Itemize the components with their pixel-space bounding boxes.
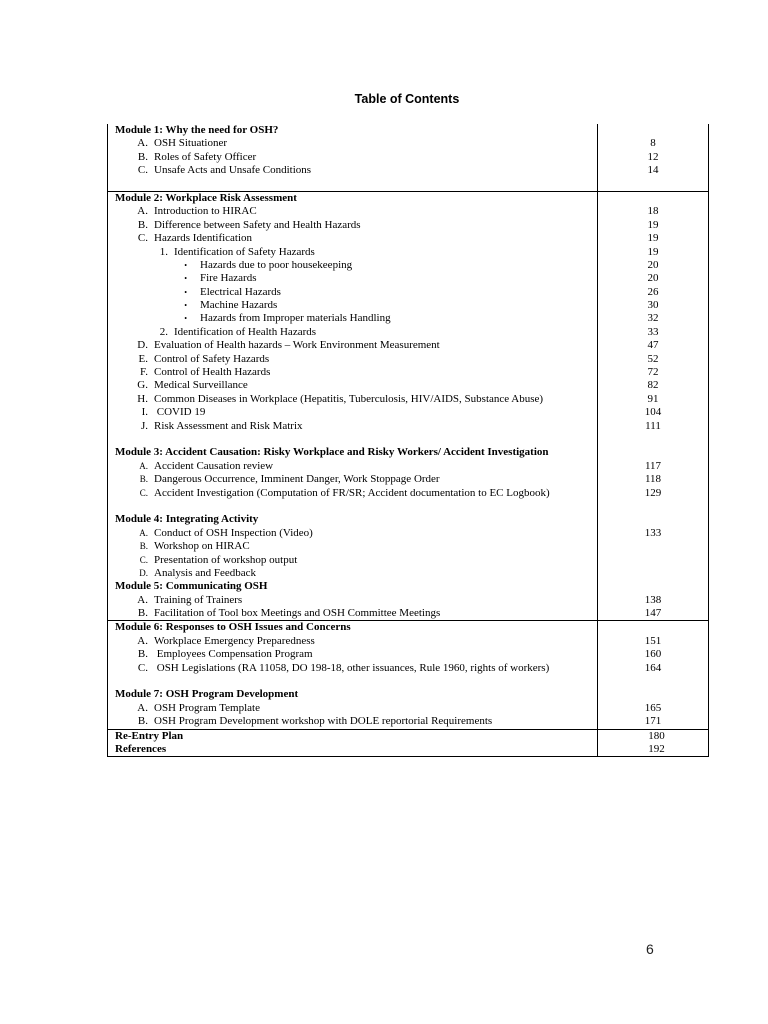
toc-page-number: 160 xyxy=(644,648,662,661)
toc-label: OSH Legislations (RA 11058, DO 198-18, other issuances, Rule 1960, rights of workers) xyxy=(154,661,550,674)
toc-page-number: 192 xyxy=(648,742,665,755)
toc-entry-row xyxy=(108,420,708,433)
toc-module-row xyxy=(108,192,708,205)
toc-module-row xyxy=(108,124,708,137)
toc-entry-text: Module 6: Responses to OSH Issues and Concerns xyxy=(115,621,351,634)
toc-label: Identification of Safety Hazards xyxy=(174,245,315,258)
bullet-icon: • xyxy=(184,287,187,297)
toc-entry-text xyxy=(108,635,598,648)
toc-entry-row xyxy=(108,299,708,312)
toc-label: Hazards due to poor housekeeping xyxy=(200,258,353,271)
toc-entry-row xyxy=(108,473,708,486)
toc-entry-row xyxy=(108,487,708,500)
toc-entry-text xyxy=(108,286,598,299)
toc-entry-row xyxy=(108,540,708,553)
toc-entry-row xyxy=(108,406,708,419)
toc-page-number: 133 xyxy=(644,526,662,539)
toc-entry-row xyxy=(108,393,708,406)
bullet-icon: • xyxy=(184,260,187,270)
toc-entry-text xyxy=(108,487,598,500)
toc-entry-text xyxy=(108,406,598,419)
toc-label: Difference between Safety and Health Hazards xyxy=(154,218,361,231)
toc-entry-text: References xyxy=(115,742,167,755)
toc-entry-text xyxy=(108,272,598,285)
toc-entry-row xyxy=(108,312,708,325)
toc-entry-text xyxy=(108,540,598,553)
toc-entry-row xyxy=(108,232,708,245)
toc-entry-text xyxy=(108,339,598,352)
toc-section xyxy=(108,620,708,728)
toc-module-row xyxy=(108,513,708,526)
toc-entry-row xyxy=(108,594,708,607)
toc-marker: B. xyxy=(137,150,148,163)
toc-entry-text xyxy=(108,246,598,259)
toc-entry-row xyxy=(108,635,708,648)
toc-label: Roles of Safety Officer xyxy=(154,150,257,163)
toc-section xyxy=(108,124,708,191)
toc-page-number: 19 xyxy=(647,232,659,245)
toc-entry-row xyxy=(108,607,708,620)
toc-label: Electrical Hazards xyxy=(200,285,281,298)
toc-marker: C. xyxy=(137,661,148,674)
toc-marker: D. xyxy=(139,567,148,578)
toc-label: Unsafe Acts and Unsafe Conditions xyxy=(154,164,312,177)
toc-entry-row xyxy=(108,648,708,661)
toc-entry-text xyxy=(108,460,598,473)
toc-entry-row xyxy=(108,527,708,540)
bullet-icon: • xyxy=(184,274,187,284)
toc-marker: J. xyxy=(140,419,148,432)
toc-label: OSH Program Development workshop with DOLE reportorial Requirements xyxy=(154,715,493,728)
toc-entry-row xyxy=(108,246,708,259)
toc-spacer xyxy=(108,500,708,513)
toc-spacer xyxy=(108,675,708,688)
toc-marker: A. xyxy=(137,593,148,606)
toc-entry-text xyxy=(108,326,598,339)
toc-marker: B. xyxy=(139,541,148,552)
toc-marker: 2. xyxy=(159,325,168,338)
toc-page-number: 19 xyxy=(647,245,659,258)
toc-entry-text xyxy=(108,219,598,232)
toc-entry-text xyxy=(108,379,598,392)
toc-entry-row xyxy=(108,272,708,285)
toc-marker: D. xyxy=(137,339,148,352)
toc-label: Evaluation of Health hazards – Work Environment Measurement xyxy=(154,339,440,352)
toc-entry-row xyxy=(108,137,708,150)
toc-entry-text xyxy=(108,137,598,150)
toc-entry-row xyxy=(108,715,708,728)
toc-entry-row xyxy=(108,702,708,715)
toc-marker: A. xyxy=(137,205,148,218)
toc-marker: A. xyxy=(137,634,148,647)
toc-page-number: 14 xyxy=(647,164,659,177)
toc-table xyxy=(107,124,709,757)
toc-entry-row xyxy=(108,151,708,164)
toc-marker: B. xyxy=(137,218,148,231)
toc-label: Risk Assessment and Risk Matrix xyxy=(154,419,303,432)
toc-page-number: 91 xyxy=(647,392,659,405)
toc-page-number: 30 xyxy=(647,299,659,312)
toc-label: OSH Situationer xyxy=(154,137,228,150)
toc-label: Identification of Health Hazards xyxy=(174,325,317,338)
toc-label: Workshop on HIRAC xyxy=(154,540,250,553)
toc-module-row xyxy=(108,730,708,743)
toc-module-row xyxy=(108,743,708,756)
toc-entry-text xyxy=(108,299,598,312)
toc-marker: B. xyxy=(139,474,148,485)
toc-page-number: 47 xyxy=(647,339,659,352)
toc-module-row xyxy=(108,446,708,459)
toc-entry-text xyxy=(108,473,598,486)
toc-marker: A. xyxy=(139,460,148,471)
toc-page-number: 52 xyxy=(647,352,659,365)
toc-entry-text xyxy=(108,259,598,272)
toc-label: Accident Investigation (Computation of FR/SR; Accident documentation to EC Logbook) xyxy=(154,486,550,499)
toc-page-number: 111 xyxy=(645,419,661,432)
toc-entry-text xyxy=(108,715,598,728)
toc-marker: F. xyxy=(140,366,148,379)
toc-marker: A. xyxy=(137,701,148,714)
toc-label: Hazards Identification xyxy=(154,232,253,245)
toc-entry-text: Re-Entry Plan xyxy=(115,729,184,742)
toc-page-number: 151 xyxy=(644,634,662,647)
toc-label: Hazards from Improper materials Handling xyxy=(200,312,391,325)
toc-page-number: 138 xyxy=(644,593,662,606)
toc-page-number: 18 xyxy=(647,205,659,218)
toc-label: Common Diseases in Workplace (Hepatitis, Tuberculosis, HIV/AIDS, Substance Abuse) xyxy=(154,392,544,405)
toc-label: Accident Causation review xyxy=(154,459,274,472)
toc-entry-text xyxy=(108,205,598,218)
toc-entry-text: Module 4: Integrating Activity xyxy=(115,513,259,526)
toc-marker: 1. xyxy=(159,245,168,258)
toc-section xyxy=(108,191,708,621)
toc-entry-text: Module 1: Why the need for OSH? xyxy=(115,124,279,136)
toc-entry-row xyxy=(108,219,708,232)
toc-entry-text xyxy=(108,607,598,620)
toc-page-number: 165 xyxy=(644,701,662,714)
page-number: 6 xyxy=(646,941,654,957)
toc-label: Dangerous Occurrence, Imminent Danger, Work Stoppage Order xyxy=(154,473,440,486)
toc-page-number: 19 xyxy=(647,218,659,231)
toc-label: Introduction to HIRAC xyxy=(154,205,257,218)
toc-section xyxy=(108,729,708,757)
toc-marker: C. xyxy=(139,554,148,565)
toc-entry-row xyxy=(108,379,708,392)
toc-page-number: 117 xyxy=(644,459,662,472)
toc-entry-text xyxy=(108,232,598,245)
toc-label: Analysis and Feedback xyxy=(154,566,257,579)
toc-entry-text xyxy=(108,702,598,715)
toc-entry-text xyxy=(108,594,598,607)
toc-entry-row xyxy=(108,460,708,473)
toc-label: OSH Program Template xyxy=(154,701,260,714)
toc-entry-text xyxy=(108,366,598,379)
toc-entry-row xyxy=(108,326,708,339)
toc-spacer xyxy=(108,178,708,191)
toc-entry-row xyxy=(108,205,708,218)
toc-marker: B. xyxy=(137,715,148,728)
toc-page-number: 20 xyxy=(647,272,659,285)
toc-entry-text: Module 3: Accident Causation: Risky Workplace and Risky Workers/ Accident Investigation xyxy=(115,446,549,459)
toc-page-number: 180 xyxy=(648,729,665,742)
toc-page-number: 26 xyxy=(647,285,659,298)
toc-entry-text: Module 7: OSH Program Development xyxy=(115,688,299,701)
toc-page-number: 32 xyxy=(647,312,659,325)
toc-marker: B. xyxy=(137,607,148,620)
toc-marker: I. xyxy=(141,406,148,419)
toc-label: Employees Compensation Program xyxy=(154,648,313,661)
toc-label: Presentation of workshop output xyxy=(154,553,298,566)
toc-page-number: 8 xyxy=(650,137,656,150)
toc-label: Machine Hazards xyxy=(200,299,278,312)
toc-label: Control of Safety Hazards xyxy=(154,352,270,365)
toc-page-number: 20 xyxy=(647,258,659,271)
bullet-icon: • xyxy=(184,301,187,311)
toc-spacer xyxy=(108,433,708,446)
toc-module-row xyxy=(108,688,708,701)
toc-entry-row xyxy=(108,366,708,379)
toc-entry-row xyxy=(108,353,708,366)
toc-marker: C. xyxy=(137,164,148,177)
page-title: Table of Contents xyxy=(354,92,460,106)
toc-marker: C. xyxy=(137,232,148,245)
toc-page-number: 171 xyxy=(644,715,662,728)
toc-page-number: 104 xyxy=(644,406,662,419)
toc-entry-text: Module 5: Communicating OSH xyxy=(115,580,268,593)
toc-entry-text xyxy=(108,164,598,177)
toc-entry-row xyxy=(108,554,708,567)
toc-module-row xyxy=(108,621,708,634)
toc-marker: E. xyxy=(138,352,148,365)
toc-entry-text xyxy=(108,648,598,661)
toc-entry-row xyxy=(108,164,708,177)
toc-label: Workplace Emergency Preparedness xyxy=(154,634,315,647)
toc-marker: B. xyxy=(137,648,148,661)
bullet-icon: • xyxy=(184,314,187,324)
toc-page-number: 72 xyxy=(647,366,659,379)
toc-label: Conduct of OSH Inspection (Video) xyxy=(154,526,313,539)
toc-entry-text xyxy=(108,567,598,580)
toc-entry-row xyxy=(108,662,708,675)
toc-marker: A. xyxy=(137,137,148,150)
toc-label: Facilitation of Tool box Meetings and OSH Committee Meetings xyxy=(154,607,441,620)
toc-label: Fire Hazards xyxy=(200,272,257,285)
toc-module-row xyxy=(108,580,708,593)
toc-entry-text xyxy=(108,554,598,567)
toc-label: Medical Surveillance xyxy=(154,379,248,392)
toc-page-number: 164 xyxy=(644,661,662,674)
toc-entry-row xyxy=(108,339,708,352)
toc-marker: H. xyxy=(137,392,148,405)
toc-label: Training of Trainers xyxy=(154,593,243,606)
toc-page-number: 147 xyxy=(644,607,662,620)
toc-entry-text: Module 2: Workplace Risk Assessment xyxy=(115,191,297,204)
toc-entry-row xyxy=(108,286,708,299)
toc-entry-text xyxy=(108,353,598,366)
toc-entry-text xyxy=(108,393,598,406)
toc-entry-text xyxy=(108,312,598,325)
toc-entry-text xyxy=(108,527,598,540)
toc-page-number: 118 xyxy=(644,473,662,486)
toc-label: Control of Health Hazards xyxy=(154,366,271,379)
toc-entry-row xyxy=(108,259,708,272)
toc-marker: C. xyxy=(139,487,148,498)
toc-marker: G. xyxy=(137,379,148,392)
toc-entry-text xyxy=(108,662,598,675)
toc-page-number: 82 xyxy=(647,379,659,392)
toc-page-number: 129 xyxy=(644,486,662,499)
toc-entry-text xyxy=(108,151,598,164)
toc-label: COVID 19 xyxy=(154,406,206,419)
toc-page-number: 12 xyxy=(647,150,659,163)
toc-entry-row xyxy=(108,567,708,580)
toc-entry-text xyxy=(108,420,598,433)
toc-marker: A. xyxy=(139,527,148,538)
toc-page-number: 33 xyxy=(647,325,659,338)
